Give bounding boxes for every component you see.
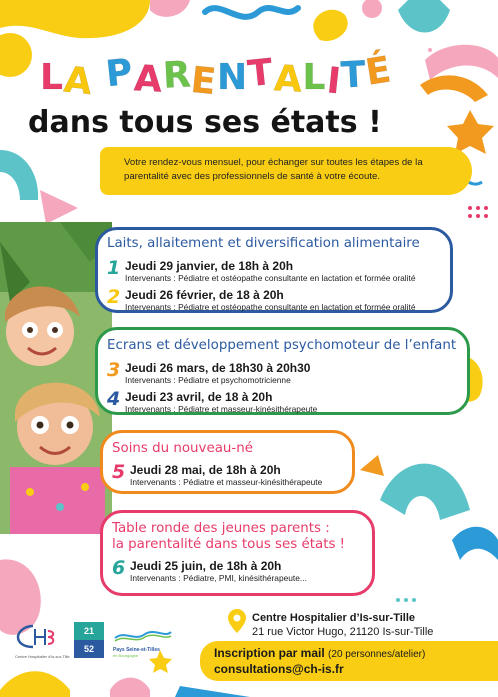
location-address: 21 rue Victor Hugo, 21120 Is-sur-Tille	[252, 626, 434, 638]
pink-arch	[425, 45, 498, 80]
registration-label: Inscription par mail	[214, 646, 325, 660]
title-letter: T	[339, 54, 368, 97]
registration-box	[200, 641, 498, 681]
workshop-card-4	[100, 510, 375, 596]
teal-shape-right	[380, 464, 470, 520]
workshop-card-2	[95, 327, 470, 415]
session-date: Jeudi 26 février, de 18 à 20h	[125, 288, 284, 302]
session-number: 5	[112, 461, 126, 483]
blue-arch-right	[452, 527, 498, 560]
session-date: Jeudi 26 mars, de 18h30 à 20h30	[125, 361, 311, 375]
teal-arch	[398, 0, 450, 33]
hospital-logo	[15, 623, 70, 659]
yellow-leaf	[313, 10, 347, 41]
territory-sub: en Bourgogne	[113, 653, 139, 658]
blue-bar-bottom	[175, 686, 250, 697]
workshop-card-1	[95, 227, 453, 313]
territory-logo	[113, 628, 173, 658]
title-letter: N	[216, 57, 249, 98]
title-letter: A	[132, 58, 164, 101]
intro-line-2: parentalité avec des professionnels de santé à votre écoute.	[124, 171, 380, 182]
pink-shape-bottom	[110, 678, 150, 697]
hospital-logo-mark	[15, 623, 55, 649]
department-52: 52	[74, 640, 104, 658]
session-speakers: Intervenants : Pédiatre et masseur-kinésithérapeute	[125, 404, 318, 414]
hospital-logo-caption: Centre Hospitalier d'Is-sur-Tille	[15, 654, 70, 659]
session-speakers: Intervenants : Pédiatre et ostéopathe consultante en lactation et formée oralité	[125, 302, 416, 312]
title-letter: R	[161, 54, 193, 97]
pink-blob	[150, 0, 190, 17]
session-speakers: Intervenants : Pédiatre et psychomotricienne	[125, 375, 291, 385]
session-date: Jeudi 29 janvier, de 18h à 20h	[125, 259, 294, 273]
card-title: Table ronde des jeunes parents :	[112, 521, 330, 536]
session-date: Jeudi 23 avril, de 18 à 20h	[125, 390, 273, 404]
card-title: Laits, allaitement et diversification alimentaire	[107, 236, 420, 251]
title-letter: E	[189, 59, 220, 104]
card-title-line-2: la parentalité dans tous ses états !	[112, 537, 346, 552]
session-4	[107, 390, 467, 415]
title-letter: É	[363, 49, 396, 94]
session-speakers: Intervenants : Pédiatre, PMI, kinésithérapeute...	[130, 573, 307, 583]
title-letter: L	[40, 57, 64, 98]
pink-circle	[362, 0, 382, 18]
title-letter: T	[245, 51, 276, 96]
title-letter: I	[324, 60, 344, 103]
yellow-half-bottom	[0, 671, 70, 697]
registration-email[interactable]: consultations@ch-is.fr	[214, 662, 344, 676]
session-date: Jeudi 25 juin, de 18h à 20h	[130, 559, 282, 573]
session-date: Jeudi 28 mai, de 18h à 20h	[130, 463, 281, 477]
session-2	[107, 288, 450, 313]
intro-banner	[100, 147, 472, 195]
title-parentalite	[40, 49, 396, 104]
page-subtitle: dans tous ses états !	[28, 105, 382, 140]
dots-bottom	[396, 598, 416, 602]
title-letter: P	[104, 51, 136, 96]
department-21: 21	[74, 622, 104, 640]
session-number: 3	[107, 359, 121, 381]
card-title: Soins du nouveau-né	[112, 441, 253, 456]
session-number: 2	[107, 286, 121, 308]
location-name: Centre Hospitalier d’Is-sur-Tille	[252, 612, 416, 624]
territory-name: Pays Seine-et-Tilles	[113, 647, 160, 653]
orange-triangle	[360, 455, 384, 476]
teal-arc-left	[0, 150, 38, 200]
title-letter: L	[302, 57, 327, 98]
territory-logo-wave-icon	[113, 628, 173, 642]
dots-right	[468, 206, 488, 218]
location	[252, 611, 433, 639]
blue-wave	[205, 8, 298, 17]
session-1	[107, 259, 450, 284]
title-letter: A	[272, 58, 304, 101]
department-logo	[74, 622, 104, 658]
yellow-circle	[0, 33, 32, 77]
location-pin-icon	[228, 609, 246, 633]
session-3	[107, 361, 467, 386]
card-title: Ecrans et développement psychomoteur de l’enfant	[107, 338, 457, 353]
session-speakers: Intervenants : Pédiatre et masseur-kinésithérapeute	[130, 477, 323, 487]
session-speakers: Intervenants : Pédiatre et ostéopathe consultante en lactation et formée oralité	[125, 273, 416, 283]
session-5	[112, 463, 352, 488]
session-number: 1	[107, 257, 121, 279]
yellow-blob	[0, 0, 150, 38]
session-number: 4	[107, 388, 121, 410]
intro-line-1: Votre rendez-vous mensuel, pour échanger sur toutes les étapes de la	[124, 157, 423, 168]
pink-triangle	[40, 190, 78, 224]
workshop-card-3	[100, 430, 355, 494]
orange-arch	[420, 75, 488, 102]
registration-note: (20 personnes/atelier)	[328, 649, 426, 660]
session-number: 6	[112, 557, 126, 579]
session-6	[112, 559, 372, 584]
title-letter: A	[61, 59, 95, 104]
